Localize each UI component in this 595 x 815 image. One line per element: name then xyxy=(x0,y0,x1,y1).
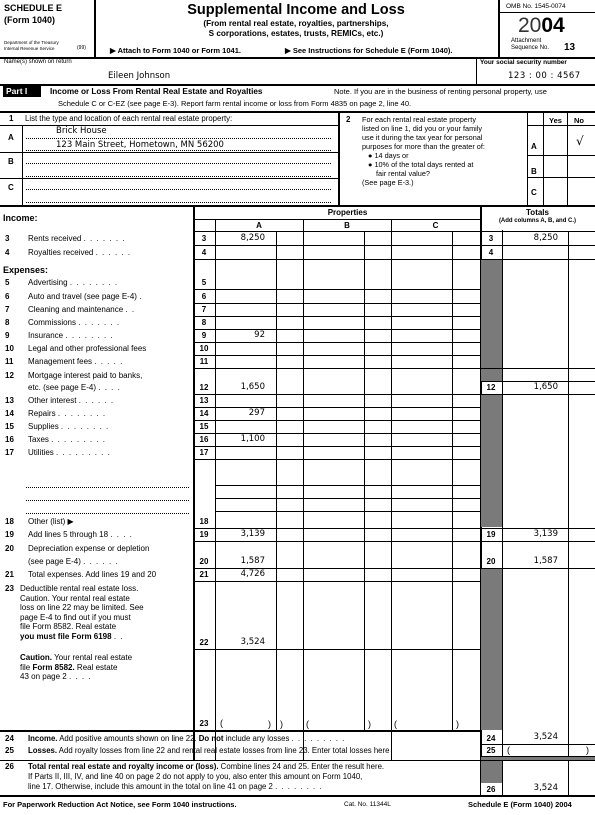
totals-rule-3 xyxy=(480,381,595,382)
line-4-code: 4 xyxy=(201,248,207,257)
line-16-num: 16 xyxy=(5,435,14,444)
line-8-col-c[interactable] xyxy=(392,318,452,328)
line-25-total[interactable]: ( xyxy=(507,745,510,755)
paperwork-notice: For Paperwork Reduction Act Notice, see Form 1040 instructions. xyxy=(3,800,237,809)
other-expense-line-1[interactable] xyxy=(26,487,189,488)
line-22-rule xyxy=(193,649,480,650)
line-23-c-open: ( xyxy=(394,719,397,729)
line-25-label: Losses. Add royalty losses from line 22 and rental real estate losses from line 23. Enter total losses here xyxy=(28,746,390,755)
line-20-col-b[interactable] xyxy=(304,557,364,567)
line-17-col-c[interactable] xyxy=(392,448,452,458)
line-6-rule xyxy=(193,303,480,304)
line-8-label: Commissions . . . . . . . xyxy=(28,318,121,327)
line-16-label: Taxes . . . . . . . . . xyxy=(28,435,106,444)
line-12-col-c[interactable] xyxy=(392,383,452,393)
property-b-line-2[interactable] xyxy=(26,176,331,177)
line-12-total-code: 12 xyxy=(486,383,496,392)
line-26-text: Total rental real estate and royalty income or (loss). Combine lines 24 and 25. Enter the result here. If Parts II, III, IV, and line 40 on page 2 do not apply to you, also enter this amount on Form 1040, line 17. Otherwise, include this amount in the total on line 41 on page 2 . . . . . . . . xyxy=(28,762,385,791)
line-6-num: 6 xyxy=(5,292,10,301)
part1-tag: Part I xyxy=(3,86,41,97)
line-20-code: 20 xyxy=(199,557,209,566)
line-5-col-b[interactable] xyxy=(304,278,364,288)
line-13-col-c[interactable] xyxy=(392,396,452,406)
line-21-col-c[interactable] xyxy=(392,570,452,580)
line-19-code: 19 xyxy=(199,530,209,539)
line-10-col-b[interactable] xyxy=(304,344,364,354)
line-6-label: Auto and travel (see page E-4) . xyxy=(28,292,143,301)
attach-instruction: ▶ Attach to Form 1040 or Form 1041. xyxy=(110,46,241,55)
line-23-code: 23 xyxy=(199,719,209,728)
line-26-num: 26 xyxy=(5,762,14,771)
line-23-end-paren: ) xyxy=(456,719,459,729)
form-footer-id: Schedule E (Form 1040) 2004 xyxy=(468,800,572,809)
totals-rule-2 xyxy=(480,368,595,369)
line-16-rule xyxy=(193,446,480,447)
line-4-col-b[interactable] xyxy=(304,248,364,258)
line-20-total-code: 20 xyxy=(486,557,496,566)
line-6-col-b[interactable] xyxy=(304,292,364,302)
line-3-rule xyxy=(193,245,595,246)
line-23-text: Caution. Your rental real estate file Form 8582. Real estate 43 on page 2 . . . . xyxy=(20,653,133,681)
line-14-label: Repairs . . . . . . . . xyxy=(28,409,107,418)
line-23-b-open: ( xyxy=(306,719,309,729)
line-7-label: Cleaning and maintenance . . xyxy=(28,305,136,314)
line-3-col-a[interactable]: 8,250 xyxy=(240,233,265,243)
line-15-col-b[interactable] xyxy=(304,422,364,432)
line-15-label: Supplies . . . . . . . . xyxy=(28,422,110,431)
line-21-num: 21 xyxy=(5,570,14,579)
taxpayer-name[interactable]: Eileen Johnson xyxy=(108,71,171,81)
line-3-col-c[interactable] xyxy=(392,234,452,244)
line-9-label: Insurance . . . . . . . . xyxy=(28,331,114,340)
line-12-label-2: etc. (see page E-4) . . . . xyxy=(28,383,121,392)
row-c-label: C xyxy=(8,183,14,192)
totals-subheader: (Add columns A, B, and C.) xyxy=(498,218,577,224)
form-title: Supplemental Income and Loss xyxy=(187,2,405,18)
line-22-code: 22 xyxy=(199,638,209,647)
line-26-shade xyxy=(481,761,502,783)
omb-number: OMB No. 1545-0074 xyxy=(506,3,566,10)
line-24-label: Income. Add positive amounts shown on line 22. Do not include any losses . . . . . . . . . xyxy=(28,734,346,743)
line-21-col-a[interactable]: 4,726 xyxy=(240,569,265,579)
line-21-label: Total expenses. Add lines 19 and 20 xyxy=(28,570,157,579)
line-11-col-c[interactable] xyxy=(392,357,452,367)
line-21-code: 21 xyxy=(199,570,209,579)
line-19-col-b[interactable] xyxy=(304,530,364,540)
form-subtitle-1: (From rental real estate, royalties, partnerships, xyxy=(203,19,389,28)
other-expense-line-3[interactable] xyxy=(26,513,189,514)
part1-title: Income or Loss From Rental Real Estate and Royalties xyxy=(50,87,263,96)
line-11-num: 11 xyxy=(5,357,14,366)
irs-code: (99) xyxy=(77,45,86,51)
line-20-col-a[interactable]: 1,587 xyxy=(240,556,265,566)
col-b-header: B xyxy=(344,221,350,230)
line-22-col-a[interactable]: 3,524 xyxy=(240,637,265,647)
line-19-total[interactable]: 3,139 xyxy=(533,529,558,539)
line-18-code: 18 xyxy=(199,517,209,526)
line-11-rule xyxy=(193,368,480,369)
property-c-line-1[interactable] xyxy=(26,189,331,190)
line-9-rule xyxy=(193,342,480,343)
tax-year: 2004 xyxy=(518,14,565,37)
line-26-total[interactable]: 3,524 xyxy=(533,783,558,793)
row-a-label: A xyxy=(8,133,14,142)
line-12-code: 12 xyxy=(199,383,209,392)
line-8-num: 8 xyxy=(5,318,10,327)
line-22-col-b[interactable] xyxy=(304,638,364,648)
line-10-code: 10 xyxy=(199,344,209,353)
q1-label: List the type and location of each rental real estate property: xyxy=(25,114,233,123)
line-19-col-a[interactable]: 3,139 xyxy=(240,529,265,539)
line-9-col-a[interactable]: 92 xyxy=(254,330,265,340)
line-4-num: 4 xyxy=(5,248,10,257)
line-15-col-c[interactable] xyxy=(392,422,452,432)
line-18-col-b[interactable] xyxy=(304,517,364,527)
line-5-code: 5 xyxy=(201,278,207,287)
property-c-line-2[interactable] xyxy=(26,202,331,203)
line-22-text: Deductible rental real estate loss. Caution. Your rental real estate loss on line 22 may be limited. See page E-4 to find out if you must file Form 8582. Real estate you must file Form 6198 . . xyxy=(20,584,144,641)
totals-rule-1 xyxy=(480,259,595,260)
line-5-rule xyxy=(193,289,480,290)
line-7-col-b[interactable] xyxy=(304,305,364,315)
line-21-rule xyxy=(193,581,480,582)
line-13-col-b[interactable] xyxy=(304,396,364,406)
line-4-col-c[interactable] xyxy=(392,248,452,258)
line-22-num: 23 xyxy=(5,584,14,593)
line-19-col-c[interactable] xyxy=(392,530,452,540)
expenses-header: Expenses: xyxy=(3,265,49,275)
line-25-num: 25 xyxy=(5,746,14,755)
line-16-code: 16 xyxy=(199,435,209,444)
line-16-col-b[interactable] xyxy=(304,435,364,445)
property-a-type[interactable]: Brick House xyxy=(56,126,107,136)
line-5-label: Advertising . . . . . . . . xyxy=(28,278,119,287)
line-17-num: 17 xyxy=(5,448,14,457)
line-23-col-c[interactable] xyxy=(392,719,452,729)
other-expense-line-2[interactable] xyxy=(26,500,189,501)
line-7-rule xyxy=(193,316,480,317)
sequence-label: Sequence No. xyxy=(511,45,550,51)
line-12-label: Mortgage interest paid to banks, xyxy=(28,371,143,380)
line-18-subrule-2 xyxy=(215,498,480,499)
line-18-col-c[interactable] xyxy=(392,517,452,527)
no-header: No xyxy=(574,116,584,125)
part1-note-2: Schedule C or C-EZ (see page E-3). Report farm rental income or loss from Form 4835 on page 2, line 40. xyxy=(58,99,412,108)
line-3-col-b[interactable] xyxy=(304,234,364,244)
line-13-code: 13 xyxy=(199,396,209,405)
line-22-col-c[interactable] xyxy=(392,638,452,648)
line-3-num: 3 xyxy=(5,234,10,243)
line-10-rule xyxy=(193,355,480,356)
ssn-label: Your social security number xyxy=(480,59,567,66)
schedule-title: SCHEDULE E xyxy=(4,3,63,13)
irs-label: Internal Revenue Service xyxy=(4,46,55,51)
totals-shade-2 xyxy=(481,395,502,527)
totals-rule-6 xyxy=(480,541,595,542)
line-10-label: Legal and other professional fees xyxy=(28,344,147,353)
line-13-num: 13 xyxy=(5,396,14,405)
line-25-close: ) xyxy=(586,745,589,755)
line-14-num: 14 xyxy=(5,409,14,418)
line-18-subrule-3 xyxy=(215,511,480,512)
line-23-c-paren: ) xyxy=(368,719,371,729)
line-4-label: Royalties received . . . . . . xyxy=(28,248,132,257)
form-number: (Form 1040) xyxy=(4,15,56,25)
line-17-rule xyxy=(193,459,480,460)
line-19-num: 19 xyxy=(5,530,14,539)
line-7-col-c[interactable] xyxy=(392,305,452,315)
property-b-line-1[interactable] xyxy=(26,163,331,164)
line-12-num: 12 xyxy=(5,371,14,380)
line-13-label: Other interest . . . . . . xyxy=(28,396,115,405)
q2-row-a: A xyxy=(531,142,537,151)
totals-rule-5 xyxy=(480,528,595,529)
ssn-value[interactable]: 123 : 00 : 4567 xyxy=(508,71,581,81)
attachment-label: Attachment xyxy=(511,38,542,44)
line-17-col-b[interactable] xyxy=(304,448,364,458)
name-label: Name(s) shown on return xyxy=(4,59,72,65)
property-a-address[interactable]: 123 Main Street, Hometown, MN 56200 xyxy=(56,140,224,150)
line-24-total[interactable]: 3,524 xyxy=(533,732,558,742)
see-instructions: ▶ See Instructions for Schedule E (Form 1040). xyxy=(285,46,453,55)
line-6-col-c[interactable] xyxy=(392,292,452,302)
q2-text: For each rental real estate property listed on line 1, did you or your family use it during the tax year for personal purposes for more than the greater of: ● 14 days or ● 10% of the total days rented at fair rental value? (See page E-3.) xyxy=(362,115,485,187)
line-18-subrule-1 xyxy=(215,485,480,486)
line-15-code: 15 xyxy=(199,422,209,431)
line-6-code: 6 xyxy=(201,292,207,301)
q1-number: 1 xyxy=(9,114,14,123)
part1-note-1: Note. If you are in the business of renting personal property, use xyxy=(334,87,547,96)
q2-number: 2 xyxy=(346,115,351,124)
line-23-b-paren: ) xyxy=(280,719,283,729)
line-14-rule xyxy=(193,420,480,421)
line-3-label: Rents received . . . . . . . xyxy=(28,234,126,243)
line-14-col-b[interactable] xyxy=(304,409,364,419)
totals-header: Totals xyxy=(526,208,549,217)
line-20-num: 20 xyxy=(5,544,14,553)
line-4-total-code: 4 xyxy=(488,248,494,257)
line-8-code: 8 xyxy=(201,318,207,327)
line-16-col-a[interactable]: 1,100 xyxy=(240,434,265,444)
income-header: Income: xyxy=(3,213,38,223)
totals-rule-7 xyxy=(480,568,595,569)
line-20-label: Depreciation expense or depletion xyxy=(28,544,150,553)
line-26-code: 26 xyxy=(486,785,496,794)
totals-shade-3 xyxy=(481,568,502,730)
line-17-code: 17 xyxy=(199,448,209,457)
line-12-total[interactable]: 1,650 xyxy=(533,382,558,392)
line-14-code: 14 xyxy=(199,409,209,418)
q2-row-b: B xyxy=(531,167,537,176)
line-10-num: 10 xyxy=(5,344,14,353)
yes-header: Yes xyxy=(549,116,562,125)
line-9-code: 9 xyxy=(201,331,207,340)
line-21-col-b[interactable] xyxy=(304,570,364,580)
col-c-header: C xyxy=(432,221,439,230)
row-b-label: B xyxy=(8,157,14,166)
line-20-label-2: (see page E-4) . . . . . . xyxy=(28,557,119,566)
line-23-a-value[interactable]: ( xyxy=(220,718,223,728)
sequence-number: 13 xyxy=(564,42,576,53)
line-3-total-code: 3 xyxy=(488,234,494,243)
line-11-label: Management fees . . . . . xyxy=(28,357,124,366)
line-9-num: 9 xyxy=(5,331,10,340)
line-17-label: Utilities . . . . . . . . . xyxy=(28,448,111,457)
line-9-col-c[interactable] xyxy=(392,331,452,341)
line-25-code: 25 xyxy=(486,746,496,755)
line-8-col-b[interactable] xyxy=(304,318,364,328)
q2-a-no-checkbox[interactable]: √ xyxy=(576,134,584,148)
form-subtitle-2: S corporations, estates, trusts, REMICs, etc.) xyxy=(208,29,384,38)
q2-row-c: C xyxy=(531,188,537,197)
line-7-code: 7 xyxy=(201,305,207,314)
line-20-total[interactable]: 1,587 xyxy=(533,556,558,566)
col-a-header: A xyxy=(256,221,262,230)
line-15-num: 15 xyxy=(5,422,14,431)
totals-shade-1 xyxy=(481,260,502,381)
line-20-col-c[interactable] xyxy=(392,557,452,567)
line-14-col-a[interactable]: 297 xyxy=(248,408,265,418)
line-14-col-c[interactable] xyxy=(392,409,452,419)
line-19-label: Add lines 5 through 18 . . . . xyxy=(28,530,133,539)
properties-header: Properties xyxy=(327,208,368,217)
line-18-num: 18 xyxy=(5,517,14,526)
line-3-code: 3 xyxy=(201,234,207,243)
line-9-col-b[interactable] xyxy=(304,331,364,341)
line-10-col-c[interactable] xyxy=(392,344,452,354)
line-7-num: 7 xyxy=(5,305,10,314)
line-12-col-b[interactable] xyxy=(304,383,364,393)
line-11-col-b[interactable] xyxy=(304,357,364,367)
line-23-a-close: ) xyxy=(268,719,271,729)
line-12-col-a[interactable]: 1,650 xyxy=(240,382,265,392)
line-24-num: 24 xyxy=(5,734,14,743)
line-5-num: 5 xyxy=(5,278,10,287)
line-3-total[interactable]: 8,250 xyxy=(533,233,558,243)
line-24-code: 24 xyxy=(486,734,496,743)
line-18-label: Other (list) ▶ xyxy=(28,517,74,526)
line-19-total-code: 19 xyxy=(486,530,496,539)
dept-label: Department of the Treasury xyxy=(4,40,59,45)
line-16-col-c[interactable] xyxy=(392,435,452,445)
line-5-col-c[interactable] xyxy=(392,278,452,288)
line-11-code: 11 xyxy=(199,357,209,366)
line-23-col-b[interactable] xyxy=(304,719,364,729)
totals-rule-4 xyxy=(480,394,595,395)
catalog-number: Cat. No. 11344L xyxy=(344,801,391,808)
